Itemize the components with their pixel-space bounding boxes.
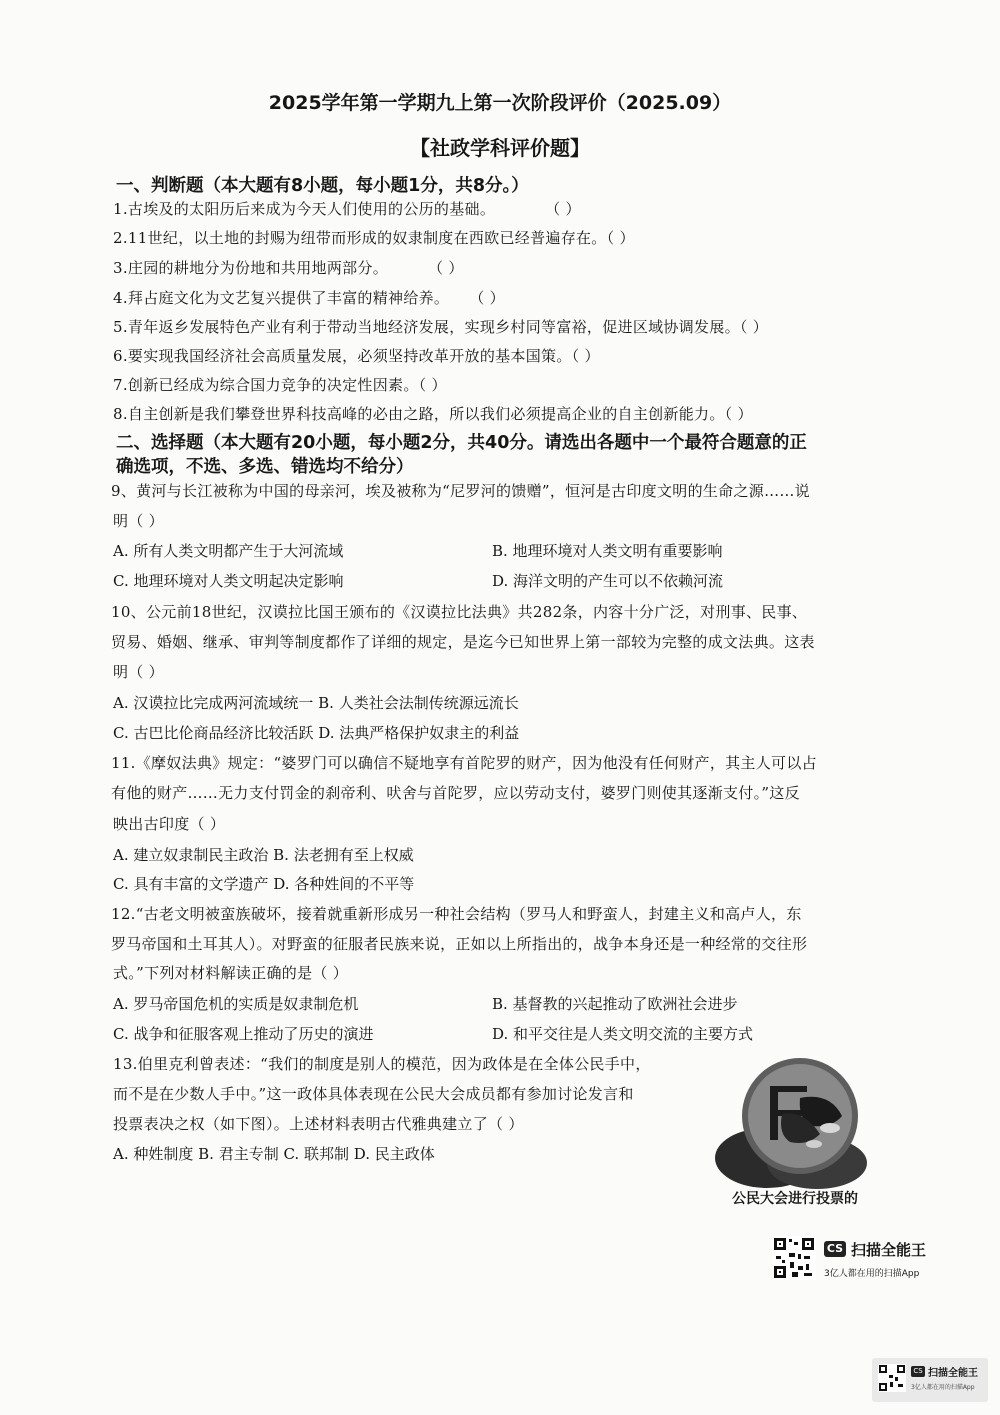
judge-item-1 xyxy=(113,198,581,219)
q9-option-b: B. 地理环境对人类文明有重要影响 xyxy=(492,542,723,560)
qr-code-icon xyxy=(772,1236,816,1280)
section2-heading-line1: 二、选择题（本大题有20小题，每小题2分，共40分。请选出各题中一个最符合题意的正 xyxy=(116,433,807,453)
q12-option-a: A. 罗马帝国危机的实质是奴隶制危机 xyxy=(113,995,359,1013)
answer-bracket: （ ） xyxy=(418,376,447,394)
page-title: 2025学年第一学期九上第一次阶段评价（2025.09） xyxy=(268,92,732,114)
q12-stem-line1: 12.“古老文明被蛮族破坏，接着就重新形成另一种社会结构（罗马人和野蛮人，封建主义和高卢人，东 xyxy=(111,905,802,923)
watermark-tagline: 3亿人都在用的扫描App xyxy=(824,1269,920,1279)
q9-option-d: D. 海洋文明的产生可以不依赖河流 xyxy=(492,572,724,590)
page-subtitle: 【社政学科评价题】 xyxy=(410,136,590,160)
q9-stem-line2: 明（ ） xyxy=(113,512,164,530)
judge-item-5 xyxy=(113,316,768,337)
answer-bracket: （ ） xyxy=(724,405,753,423)
watermark-brand: 扫描全能王 xyxy=(928,1368,978,1379)
q13-stem-line3: 投票表决之权（如下图）。上述材料表明古代雅典建立了（ ） xyxy=(113,1115,524,1133)
judge-item-text: 6.要实现我国经济社会高质量发展，必须坚持改革开放的基本国策。 xyxy=(113,347,572,365)
scanner-watermark xyxy=(772,1236,942,1286)
q12-option-b: B. 基督教的兴起推动了欧洲社会进步 xyxy=(492,995,738,1013)
voting-illustration xyxy=(712,1058,882,1198)
section1-heading: 一、判断题（本大题有8小题，每小题1分，共8分。） xyxy=(116,176,529,196)
scanner-watermark-small xyxy=(872,1358,988,1402)
q9-option-c: C. 地理环境对人类文明起决定影响 xyxy=(113,572,344,590)
q10-stem-line1: 10、公元前18世纪，汉谟拉比国王颁布的《汉谟拉比法典》共282条，内容十分广泛，对刑事、民事、 xyxy=(111,603,808,621)
judge-item-text: 4.拜占庭文化为文艺复兴提供了丰富的精神给养。 xyxy=(113,289,450,307)
judge-item-7 xyxy=(113,374,447,395)
answer-bracket: （ ） xyxy=(428,259,464,277)
q11-stem-line2: 有他的财产……无力支付罚金的刹帝利、吠舍与首陀罗，应以劳动支付，婆罗门则使其逐渐支付。”这反 xyxy=(111,784,800,802)
q12-option-c: C. 战争和征服客观上推动了历史的演进 xyxy=(113,1025,374,1043)
watermark-tagline: 3亿人都在用的扫描App xyxy=(911,1384,975,1391)
judge-item-2 xyxy=(113,227,635,248)
judge-item-text: 5.青年返乡发展特色产业有利于带动当地经济发展，实现乡村同等富裕，促进区域协调发展。 xyxy=(113,318,740,336)
answer-bracket: （ ） xyxy=(606,229,635,247)
q11-options-ab: A. 建立奴隶制民主政治 B. 法老拥有至上权威 xyxy=(113,846,414,864)
q10-options-ab: A. 汉谟拉比完成两河流域统一 B. 人类社会法制传统源远流长 xyxy=(113,694,519,712)
judge-item-8 xyxy=(113,403,753,424)
judge-item-text: 8.自主创新是我们攀登世界科技高峰的必由之路，所以我们必须提高企业的自主创新能力。 xyxy=(113,405,725,423)
judge-item-text: 7.创新已经成为综合国力竞争的决定性因素。 xyxy=(113,376,419,394)
judge-item-text: 1.古埃及的太阳历后来成为今天人们使用的公历的基础。 xyxy=(113,200,496,218)
judge-item-6 xyxy=(113,345,600,366)
q11-options-cd: C. 具有丰富的文学遗产 D. 各种姓间的不平等 xyxy=(113,875,415,893)
q13-stem-line1: 13.伯里克利曾表述：“我们的制度是别人的模范，因为政体是在全体公民手中， xyxy=(113,1055,651,1073)
answer-bracket: （ ） xyxy=(739,318,769,336)
q11-stem-line3: 映出古印度（ ） xyxy=(113,815,226,833)
judge-item-text: 2.11世纪，以土地的封赐为纽带而形成的奴隶制度在西欧已经普遍存在。 xyxy=(113,229,607,247)
q13-stem-line2: 而不是在少数人手中。”这一政体具体表现在公民大会成员都有参加讨论发言和 xyxy=(113,1085,634,1103)
q10-options-cd: C. 古巴比伦商品经济比较活跃 D. 法典严格保护奴隶主的利益 xyxy=(113,724,520,742)
q10-stem-line3: 明（ ） xyxy=(113,663,164,681)
q9-option-a: A. 所有人类文明都产生于大河流域 xyxy=(113,542,344,560)
camscanner-logo-icon: CS xyxy=(824,1241,846,1257)
q11-stem-line1: 11.《摩奴法典》规定：“婆罗门可以确信不疑地享有首陀罗的财产，因为他没有任何财产，其主人可以占 xyxy=(111,754,817,772)
q9-stem-line1: 9、黄河与长江被称为中国的母亲河，埃及被称为“尼罗河的馈赠”，恒河是古印度文明的生命之源……说 xyxy=(111,482,810,500)
camscanner-logo-icon: CS xyxy=(911,1366,925,1377)
judge-item-3 xyxy=(113,257,464,278)
answer-bracket: （ ） xyxy=(545,200,581,218)
judge-item-text: 3.庄园的耕地分为份地和共用地两部分。 xyxy=(113,259,389,277)
q13-options: A. 种姓制度 B. 君主专制 C. 联邦制 D. 民主政体 xyxy=(113,1145,435,1163)
section2-heading-line2: 确选项，不选、多选、错选均不给分） xyxy=(116,457,414,477)
answer-bracket: （ ） xyxy=(469,289,505,307)
answer-bracket: （ ） xyxy=(571,347,600,365)
q12-stem-line3: 式。”下列对材料解读正确的是（ ） xyxy=(113,964,349,982)
qr-code-icon xyxy=(878,1364,906,1392)
figure-caption: 公民大会进行投票的 xyxy=(732,1191,858,1207)
q12-stem-line2: 罗马帝国和土耳其人）。对野蛮的征服者民族来说，正如以上所指出的，战争本身还是一种经常的交往形 xyxy=(111,935,808,953)
watermark-brand: 扫描全能王 xyxy=(851,1241,927,1259)
q12-option-d: D. 和平交往是人类文明交流的主要方式 xyxy=(492,1025,754,1043)
q10-stem-line2: 贸易、婚姻、继承、审判等制度都作了详细的规定，是迄今已知世界上第一部较为完整的成文法典。这表 xyxy=(111,633,815,651)
judge-item-4 xyxy=(113,287,505,308)
